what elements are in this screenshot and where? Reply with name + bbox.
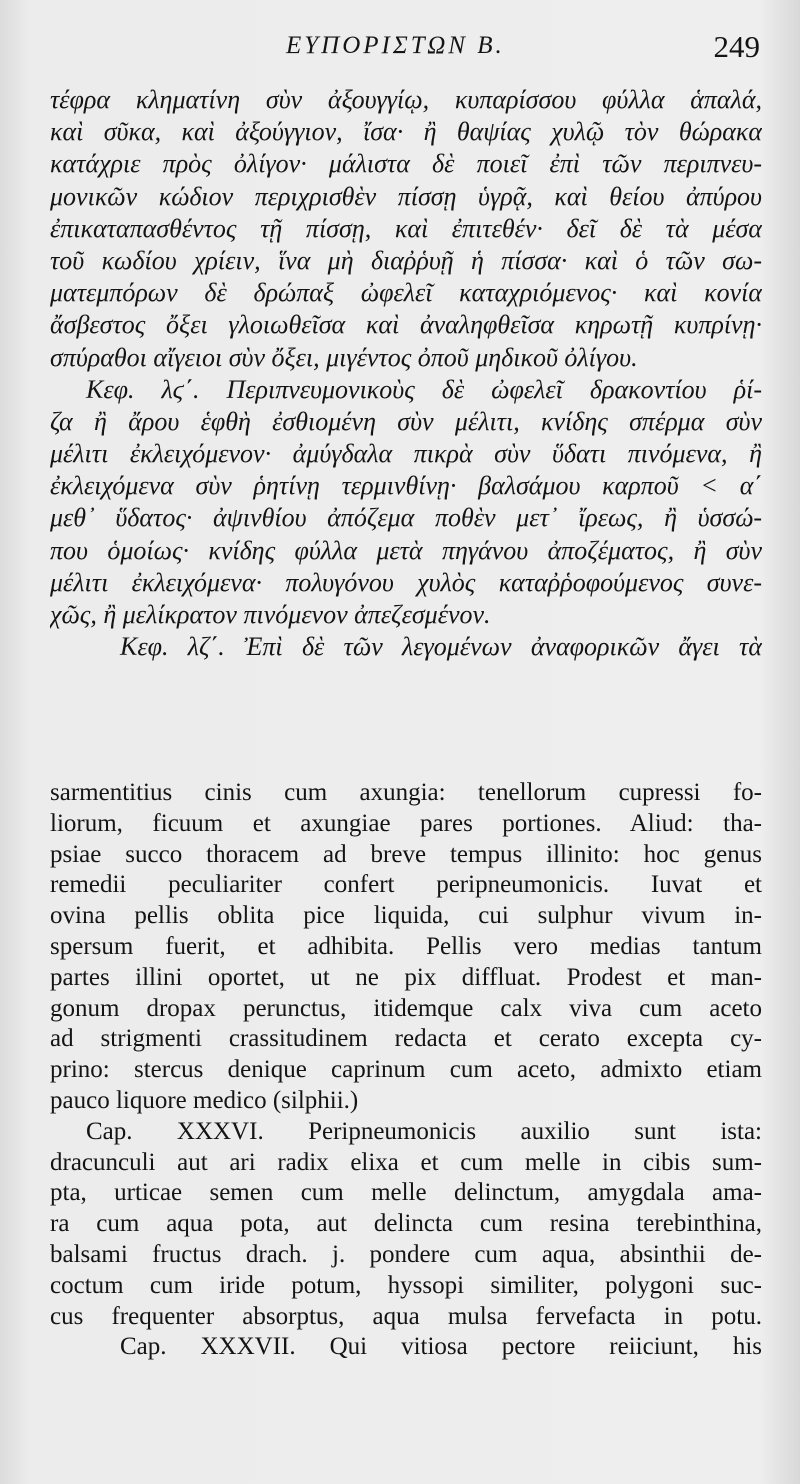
running-title: ΕΥΠΟΡΙΣΤΩΝ Β. <box>286 32 505 59</box>
greek-chapter-heading: Κεφ. λζ΄. Ἐπὶ δὲ τῶν λεγομένων ἀναφορικῶν ἄγει τὰ <box>120 632 762 662</box>
greek-line: καὶ σῦκα, καὶ ἀξούγγιον, ἴσα· ἢ θαψίας χυλῷ τὸν θώρακα <box>50 117 762 147</box>
latin-line: psiae succo thoracem ad breve tempus illinito: hoc genus <box>50 840 762 868</box>
latin-line: pauco liquore medico (silphii.) <box>50 1086 359 1114</box>
greek-line: τοῦ κωδίου χρίειν, ἵνα μὴ διαῤῥυῇ ἡ πίσσα· καὶ ὁ τῶν σω- <box>50 245 762 275</box>
latin-line: ovina pellis oblita pice liquida, cui sulphur vivum in- <box>50 902 762 930</box>
greek-line: ἄσβεστος ὄξει γλοιωθεῖσα καὶ ἀναληφθεῖσα κηρωτῇ κυπρίνῃ· <box>50 310 762 340</box>
latin-chapter-heading: Cap. XXXVII. Qui vitiosa pectore reiiciunt, his <box>120 1333 762 1361</box>
greek-text-block <box>50 84 762 663</box>
greek-line: χῶς, ἢ μελίκρατον πινόμενον ἀπεζεσμένον. <box>50 600 491 629</box>
greek-line: που ὁμοίως· κνίδης φύλλα μετὰ πηγάνου ἀποζέματος, ἢ σὺν <box>50 535 762 565</box>
latin-line: ad strigmenti crassitudinem redacta et cerato excepta cy- <box>50 1025 762 1053</box>
latin-line: prino: stercus denique caprinum cum aceto, admixto etiam <box>50 1056 762 1084</box>
greek-line: κατάχριε πρὸς ὀλίγον· μάλιστα δὲ ποιεῖ ἐπὶ τῶν περιπνευ- <box>50 149 762 179</box>
latin-line: pta, urticae semen cum melle delinctum, amygdala ama- <box>50 1179 762 1207</box>
greek-line: τέφρα κληματίνη σὺν ἀξουγγίῳ, κυπαρίσσου φύλλα ἁπαλά, <box>50 85 762 114</box>
page-header <box>0 29 800 72</box>
greek-line: σπύραθοι αἴγειοι σὺν ὄξει, μιγέντος ὀποῦ μηδικοῦ ὀλίγου. <box>50 342 638 372</box>
latin-line: spersum fuerit, et adhibita. Pellis vero medias tantum <box>50 932 762 960</box>
greek-line: ζα ἢ ἄρου ἑφθὴ ἐσθιομένη σὺν μέλιτι, κνίδης σπέρμα σὺν <box>50 406 762 436</box>
latin-line: dracunculi aut ari radix elixa et cum melle in cibis sum- <box>50 1148 762 1176</box>
latin-line: sarmentitius cinis cum axungia: tenellorum cupressi fo- <box>50 779 762 806</box>
latin-line: partes illini oportet, ut ne pix diffluat. Prodest et man- <box>50 963 762 991</box>
latin-line: cus frequenter absorptus, aqua mulsa fervefacta in potu. <box>50 1302 762 1330</box>
latin-line: gonum dropax perunctus, itidemque calx viva cum aceto <box>50 994 762 1022</box>
greek-line: ματεμπόρων δὲ δρώπαξ ὠφελεῖ καταχριόμενος· καὶ κονία <box>50 278 762 308</box>
greek-line: μονικῶν κώδιον περιχρισθὲν πίσσῃ ὑγρᾷ, καὶ θείου ἀπύρου <box>50 181 762 211</box>
greek-line: μεθ᾽ ὕδατος· ἀψινθίου ἀπόζεμα ποθὲν μετ᾽ ἴρεως, ἢ ὑσσώ- <box>50 503 762 533</box>
greek-chapter-heading: Κεφ. λϛ΄. Περιπνευμονικοὺς δὲ ὠφελεῖ δρακοντίου ῥί- <box>86 374 762 404</box>
greek-line: μέλιτι ἐκλειχόμενον· ἀμύγδαλα πικρὰ σὺν ὕδατι πινόμενα, ἢ <box>50 439 762 469</box>
latin-line: ra cum aqua pota, aut delincta cum resina terebinthina, <box>50 1210 762 1238</box>
latin-line: liorum, ficuum et axungiae pares portiones. Aliud: tha- <box>50 809 762 837</box>
latin-line: coctum cum iride potum, hyssopi similiter, polygoni suc- <box>50 1271 762 1299</box>
latin-line: remedii peculiariter confert peripneumonicis. Iuvat et <box>50 871 762 899</box>
page-number: 249 <box>713 29 760 64</box>
latin-line: balsami fructus drach. j. pondere cum aqua, absinthii de- <box>50 1240 762 1268</box>
greek-line: ἐπικαταπασθέντος τῇ πίσσῃ, καὶ ἐπιτεθέν· δεῖ δὲ τὰ μέσα <box>50 213 762 243</box>
greek-line: μέλιτι ἐκλειχόμενα· πολυγόνου χυλὸς καταῤῥοφούμενος συνε- <box>50 567 762 597</box>
latin-text-block <box>50 778 762 1363</box>
greek-line: ἐκλειχόμενα σὺν ῥητίνῃ τερμινθίνῃ· βαλσάμου καρποῦ < α΄ <box>50 471 762 501</box>
latin-chapter-heading: Cap. XXXVI. Peripneumonicis auxilio sunt ista: <box>86 1117 762 1145</box>
